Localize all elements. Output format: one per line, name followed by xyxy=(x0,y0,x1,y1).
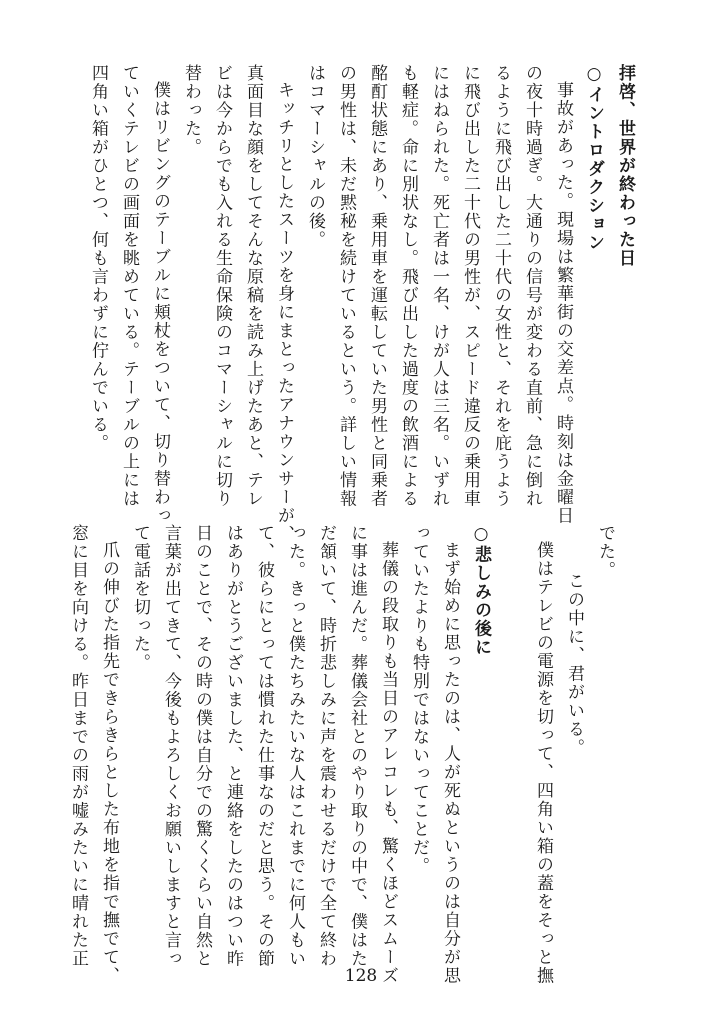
top-text-column xyxy=(82,64,640,544)
text-line: の夜十時過ぎ。大通りの信号が変わる直前、急に倒れ xyxy=(522,64,542,508)
chapter-title: 拝啓、世界が終わった日 xyxy=(615,64,635,268)
text-line: 替わった。 xyxy=(181,64,201,157)
text-line: 爪の伸びた指先できらきらとした布地を指で撫でて、 xyxy=(99,541,119,985)
text-line: 僕はリビングのテーブルに頬杖をついて、切り替わっ xyxy=(150,81,170,525)
text-line: にはねられた。死亡者は一名、けが人は三名。いずれ xyxy=(429,64,449,508)
text-line: ビは今からでも入れる生命保険のコマーシャルに切り xyxy=(212,64,232,508)
text-line: 言葉が出てきて、今後もよろしくお願いしますと言っ xyxy=(161,524,181,968)
text-line: 四角い箱がひとつ、何も言わずに佇んでいる。 xyxy=(88,64,108,453)
text-line: の男性は、未だ黙秘を続けているという。詳しい情報 xyxy=(336,64,356,508)
text-line: 酩酊状態にあり、乗用車を運転していた男性と同乗者 xyxy=(367,64,387,508)
text-line: はありがとうございました、と連絡をしたのはつい昨 xyxy=(223,524,243,968)
text-line: 日のことで、その時の僕は自分での驚くくらい自然と xyxy=(192,524,212,968)
text-line: 窓に目を向ける。昨日までの雨が嘘みたいに晴れた正 xyxy=(68,524,88,968)
text-line: 僕はテレビの電源を切って、四角い箱の蓋をそっと撫 xyxy=(533,541,553,985)
text-line: るように飛び出した二十代の女性と、それを庇うよう xyxy=(491,64,511,508)
text-line: まず始めに思ったのは、人が死ぬというのは自分が思 xyxy=(440,541,460,985)
text-line: った。きっと僕たちみたいな人はこれまでに何人もい xyxy=(285,524,305,968)
text-line: でた。 xyxy=(595,524,615,580)
text-line: この中に、君がいる。 xyxy=(564,572,584,757)
text-line: に事は進んだ。葬儀会社とのやり取りの中で、僕はた xyxy=(347,524,367,968)
text-line: 真面目な顔をしてそんな原稿を読み上げたあと、テレ xyxy=(243,64,263,508)
blank-line xyxy=(496,524,527,964)
text-line: だ頷いて、時折悲しみに声を震わせるだけで全て終わ xyxy=(316,524,336,968)
text-line: はコマーシャルの後。 xyxy=(305,64,325,249)
text-line: っていたよりも特別ではないってことだ。 xyxy=(409,524,429,876)
text-line: も軽症。命に別状なし。飛び出した過度の飲酒による xyxy=(398,64,418,508)
text-line: ていくテレビの画面を眺めている。テーブルの上には xyxy=(119,64,139,508)
text-line: に飛び出した二十代の男性が、スピード違反の乗用車 xyxy=(460,64,480,508)
text-line: 事故があった。現場は繁華街の交差点。時刻は金曜日 xyxy=(553,81,573,525)
text-line: キッチリとしたスーツを身にまとったアナウンサーが、 xyxy=(274,81,294,544)
text-line: て電話を切った。 xyxy=(130,524,150,672)
text-line: て、彼らにとっては慣れた仕事なのだと思う。その節 xyxy=(254,524,274,968)
page-number: 128 xyxy=(344,966,378,986)
section-heading-after-sadness: ○悲しみの後に xyxy=(471,524,491,657)
section-heading-introduction: ○イントロダクション xyxy=(584,64,604,252)
text-line: 葬儀の段取りも当日のアレコレも、驚くほどスムーズ xyxy=(378,541,398,985)
